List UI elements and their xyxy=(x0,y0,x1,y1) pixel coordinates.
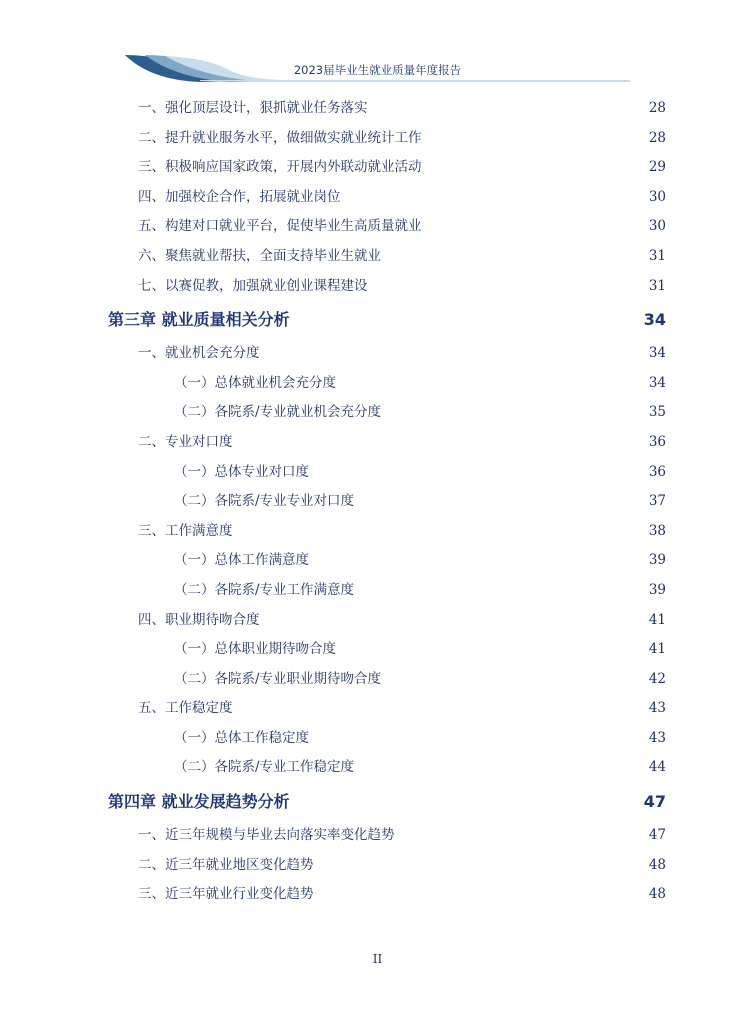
toc-entry-page: 36 xyxy=(648,433,666,450)
dot-leader xyxy=(356,489,647,505)
toc-entry[interactable] xyxy=(108,487,666,517)
toc-entry[interactable] xyxy=(108,821,666,851)
toc-entry-title: 三、积极响应国家政策，开展内外联动就业活动 xyxy=(138,159,422,176)
toc-entry-title: （二）各院系/专业就业机会充分度 xyxy=(174,404,382,421)
toc-entry[interactable] xyxy=(108,339,666,369)
toc-entry-page: 48 xyxy=(648,886,666,903)
toc-entry[interactable] xyxy=(108,753,666,783)
toc-entry-title: 四、职业期待吻合度 xyxy=(138,611,260,628)
toc-entry-page: 43 xyxy=(648,729,666,746)
toc-entry[interactable] xyxy=(108,272,666,302)
dot-leader xyxy=(292,306,642,325)
dot-leader xyxy=(262,607,647,623)
toc-entry-page: 35 xyxy=(648,404,666,421)
toc-entry[interactable] xyxy=(108,369,666,399)
toc-entry-title: 二、提升就业服务水平，做细做实就业统计工作 xyxy=(138,129,422,146)
toc-entry-title: 第四章 就业发展趋势分析 xyxy=(108,792,290,812)
dot-leader xyxy=(370,273,647,289)
toc-entry-page: 48 xyxy=(648,856,666,873)
toc-entry-page: 37 xyxy=(648,493,666,510)
toc-entry[interactable] xyxy=(108,428,666,458)
toc-entry-page: 44 xyxy=(648,759,666,776)
toc-entry-page: 39 xyxy=(648,552,666,569)
toc-entry-title: 三、近三年就业行业变化趋势 xyxy=(138,886,314,903)
dot-leader xyxy=(383,244,647,260)
dot-leader xyxy=(316,882,647,898)
toc-entry-page: 47 xyxy=(643,792,666,812)
page-number: II xyxy=(372,952,383,966)
toc-entry[interactable] xyxy=(108,851,666,881)
toc-entry-page: 29 xyxy=(648,159,666,176)
dot-leader xyxy=(356,755,647,771)
dot-leader xyxy=(235,696,647,712)
toc-entry-page: 28 xyxy=(648,100,666,116)
dot-leader xyxy=(235,430,647,446)
toc-entry-title: 七、以赛促教，加强就业创业课程建设 xyxy=(138,277,368,294)
toc-entry-title: 四、加强校企合作，拓展就业岗位 xyxy=(138,188,341,205)
toc-entry-title: （二）各院系/专业专业对口度 xyxy=(174,493,355,510)
toc-entry-page: 34 xyxy=(648,374,666,391)
toc-entry-title: （一）总体职业期待吻合度 xyxy=(174,641,336,658)
toc-entry-title: （一）总体就业机会充分度 xyxy=(174,374,336,391)
toc-entry[interactable] xyxy=(108,517,666,547)
toc-entry-title: 第三章 就业质量相关分析 xyxy=(108,310,290,330)
dot-leader xyxy=(311,459,647,475)
toc-entry-title: （一）总体工作稳定度 xyxy=(174,729,309,746)
dot-leader xyxy=(424,125,647,141)
dot-leader xyxy=(356,578,647,594)
toc-entry-page: 47 xyxy=(648,827,666,844)
page-header xyxy=(0,0,755,90)
toc-entry-page: 41 xyxy=(648,611,666,628)
report-title: 2023届毕业生就业质量年度报告 xyxy=(293,63,462,77)
toc-entry-title: 一、强化顶层设计，狠抓就业任务落实 xyxy=(138,100,368,116)
toc-entry-title: 五、工作稳定度 xyxy=(138,700,233,717)
dot-leader xyxy=(338,637,647,653)
dot-leader xyxy=(424,155,647,171)
toc-entry[interactable] xyxy=(108,546,666,576)
dot-leader xyxy=(397,823,647,839)
toc-entry[interactable] xyxy=(108,635,666,665)
dot-leader xyxy=(262,341,647,357)
toc-entry-title: （二）各院系/专业工作稳定度 xyxy=(174,759,355,776)
toc-entry[interactable] xyxy=(108,880,666,910)
dot-leader xyxy=(370,96,647,112)
toc-entry[interactable] xyxy=(108,94,666,124)
toc-entry-title: （一）总体专业对口度 xyxy=(174,463,309,480)
toc-entry-page: 31 xyxy=(648,247,666,264)
toc-entry-page: 36 xyxy=(648,463,666,480)
toc-chapter-entry[interactable] xyxy=(108,783,666,821)
dot-leader xyxy=(292,788,642,807)
toc-entry-page: 42 xyxy=(648,670,666,687)
dot-leader xyxy=(424,214,647,230)
toc-entry[interactable] xyxy=(108,183,666,213)
toc-entry-page: 30 xyxy=(648,188,666,205)
toc-entry[interactable] xyxy=(108,606,666,636)
toc-entry-page: 38 xyxy=(648,522,666,539)
toc-entry-title: 一、就业机会充分度 xyxy=(138,345,260,362)
toc-entry-page: 39 xyxy=(648,581,666,598)
toc-entry-title: （一）总体工作满意度 xyxy=(174,552,309,569)
toc-chapter-entry[interactable] xyxy=(108,301,666,339)
toc-entry-page: 31 xyxy=(648,277,666,294)
toc-entry-page: 34 xyxy=(643,310,666,330)
dot-leader xyxy=(235,519,647,535)
toc-entry-page: 43 xyxy=(648,700,666,717)
toc-entry-title: 一、近三年规模与毕业去向落实率变化趋势 xyxy=(138,827,395,844)
toc-entry[interactable] xyxy=(108,694,666,724)
dot-leader xyxy=(383,400,647,416)
toc-entry-page: 34 xyxy=(648,345,666,362)
table-of-contents xyxy=(108,94,666,910)
toc-entry[interactable] xyxy=(108,124,666,154)
dot-leader xyxy=(316,852,647,868)
toc-entry-title: （二）各院系/专业工作满意度 xyxy=(174,581,355,598)
dot-leader xyxy=(383,667,647,683)
dot-leader xyxy=(338,371,647,387)
toc-entry[interactable] xyxy=(108,153,666,183)
toc-entry-title: 二、近三年就业地区变化趋势 xyxy=(138,856,314,873)
toc-entry-page: 41 xyxy=(648,641,666,658)
toc-entry[interactable] xyxy=(108,724,666,754)
toc-entry-title: 三、工作满意度 xyxy=(138,522,233,539)
toc-entry-page: 30 xyxy=(648,218,666,235)
toc-entry-page: 28 xyxy=(648,129,666,146)
toc-entry-title: 六、聚焦就业帮扶，全面支持毕业生就业 xyxy=(138,247,381,264)
toc-entry-title: （二）各院系/专业职业期待吻合度 xyxy=(174,670,382,687)
toc-entry[interactable] xyxy=(108,242,666,272)
toc-entry-title: 五、构建对口就业平台，促使毕业生高质量就业 xyxy=(138,218,422,235)
dot-leader xyxy=(343,185,647,201)
toc-entry[interactable] xyxy=(108,212,666,242)
dot-leader xyxy=(311,726,647,742)
dot-leader xyxy=(311,548,647,564)
toc-entry-title: 二、专业对口度 xyxy=(138,433,233,450)
toc-entry[interactable] xyxy=(108,576,666,606)
toc-entry[interactable] xyxy=(108,398,666,428)
toc-entry[interactable] xyxy=(108,665,666,695)
toc-entry[interactable] xyxy=(108,458,666,488)
